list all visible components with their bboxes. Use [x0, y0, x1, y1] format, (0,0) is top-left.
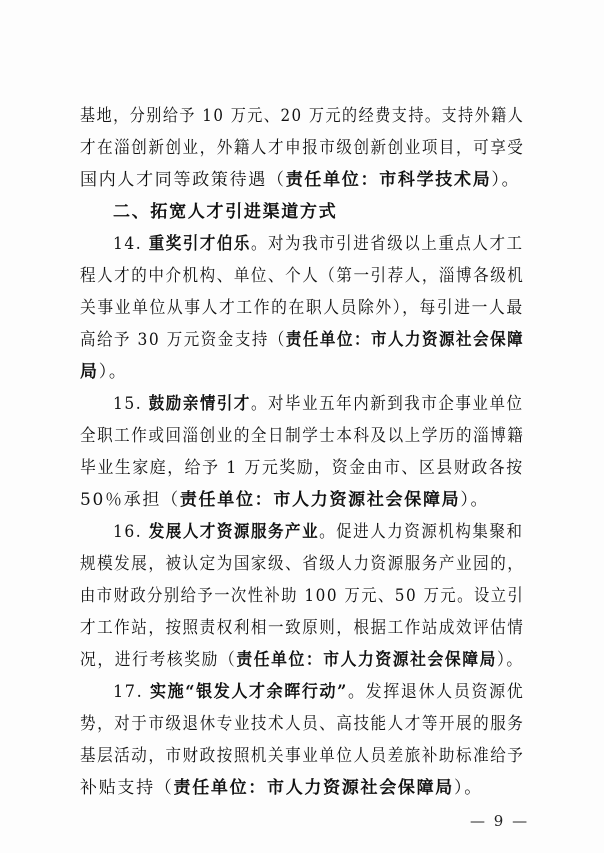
- item-17-line: 17. 实施“银发人才余晖行动”。发挥退休人员资源优: [113, 682, 525, 702]
- item-16-line: 16. 发展人才资源服务产业。促进人力资源机构集聚和: [113, 522, 524, 542]
- text-line: 补贴支持（责任单位：市人力资源社会保障局）。: [80, 778, 483, 798]
- text-line: 基层活动，市财政按照机关事业单位人员差旅补助标准给予: [80, 746, 525, 766]
- text-line: 局）。: [80, 362, 128, 382]
- page-number: — 9 —: [470, 812, 530, 830]
- item-15-line: 15. 鼓励亲情引才。对毕业五年内新到我市企事业单位: [113, 394, 524, 414]
- text-line: 才工作站，按照责权利相一致原则，根据工作站成效评估情: [80, 618, 525, 638]
- section-heading: 二、拓宽人才引进渠道方式: [113, 202, 338, 222]
- text-line: 况，进行考核奖励（责任单位：市人力资源社会保障局）。: [80, 650, 524, 670]
- responsible-unit: 责任单位：市人力资源社会保障局: [179, 490, 461, 510]
- text-line: 高给予 30 万元资金支持（责任单位：市人力资源社会保障: [80, 330, 525, 350]
- item-title: 鼓励亲情引才: [148, 394, 251, 414]
- item-14-line: 14. 重奖引才伯乐。对为我市引进省级以上重点人才工: [113, 234, 524, 254]
- responsible-unit: 局: [80, 362, 99, 382]
- item-title: 重奖引才伯乐: [148, 234, 251, 254]
- text-line: 50％承担（责任单位：市人力资源社会保障局）。: [80, 490, 490, 510]
- text-line: 势，对于市级退休专业技术人员、高技能人才等开展的服务: [80, 714, 525, 734]
- text-line: 关事业单位从事人才工作的在职人员除外），每引进一人最: [80, 298, 524, 318]
- responsible-unit: 责任单位：市人力资源社会保障: [285, 330, 525, 350]
- text-line: 全职工作或回淄创业的全日制学士本科及以上学历的淄博籍: [80, 426, 525, 446]
- text-line: 才在淄创新创业，外籍人才申报市级创新创业项目，可享受: [80, 138, 525, 158]
- responsible-unit: 责任单位：市人力资源社会保障局: [236, 650, 497, 670]
- text-line: 规模发展，被认定为国家级、省级人力资源服务产业园的，: [80, 554, 525, 574]
- text-line: 毕业生家庭，给予 1 万元奖励，资金由市、区县财政各按: [80, 458, 524, 478]
- text-line: 国内人才同等政策待遇（责任单位：市科学技术局）。: [80, 170, 521, 190]
- item-title: 发展人才资源服务产业: [148, 522, 320, 542]
- responsible-unit: 责任单位：市人力资源社会保障局: [173, 778, 454, 798]
- text-line: 程人才的中介机构、单位、个人（第一引荐人，淄博各级机: [80, 266, 525, 286]
- text-line: 基地，分别给予 10 万元、20 万元的经费支持。支持外籍人: [80, 106, 525, 126]
- responsible-unit: 责任单位：市科学技术局: [285, 170, 492, 190]
- item-title: 实施“银发人才余晖行动”: [150, 682, 349, 702]
- text-line: 由市财政分别给予一次性补助 100 万元、50 万元。设立引: [80, 586, 525, 606]
